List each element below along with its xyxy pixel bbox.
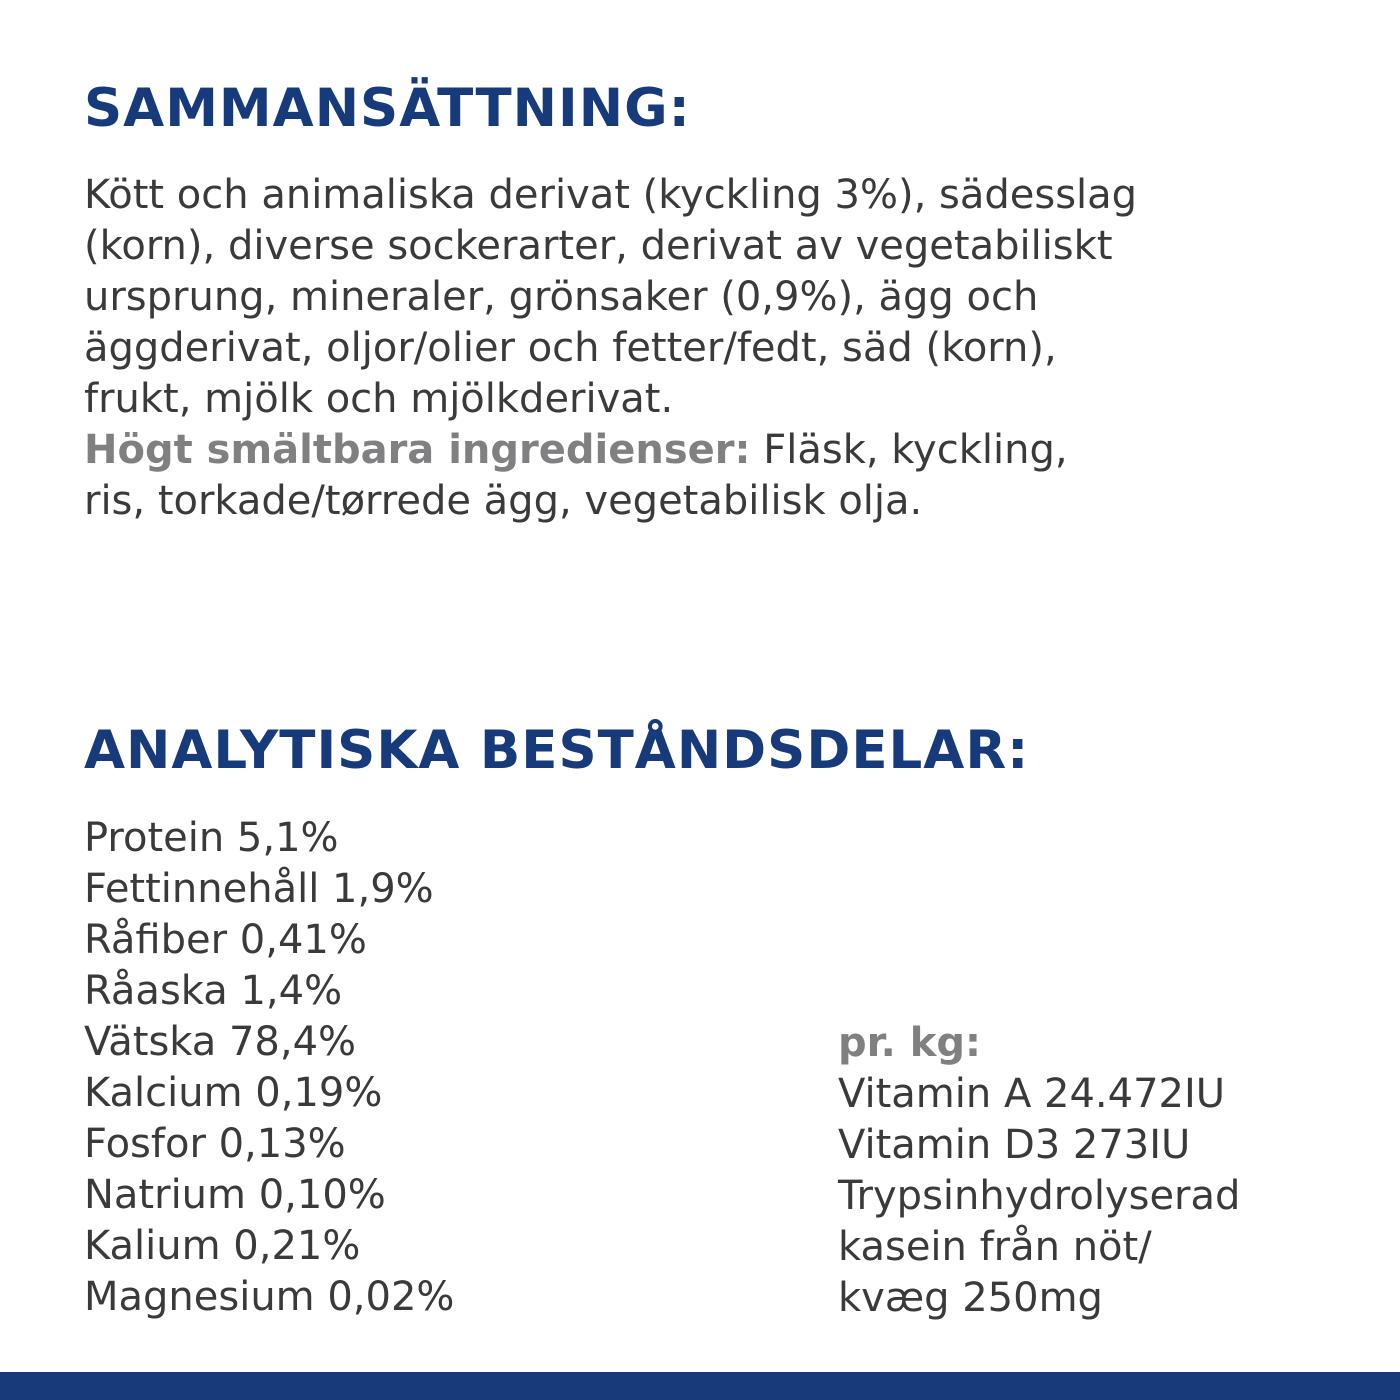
composition-line: (korn), diverse sockerarter, derivat av vegetabiliskt [84,223,1113,269]
list-item: Trypsinhydrolyserad [838,1173,1241,1219]
list-item: kasein från nöt/ [838,1224,1152,1270]
list-item: kvæg 250mg [838,1275,1103,1321]
composition-line: äggderivat, oljor/olier och fetter/fedt, säd (korn), [84,325,1057,371]
analytical-heading: ANALYTISKA BESTÅNDSDELAR: [84,720,1030,781]
list-item: Vitamin A 24.472IU [838,1071,1226,1117]
list-item: Råaska 1,4% [84,968,343,1014]
bottom-accent-bar [0,1372,1400,1400]
list-item: Protein 5,1% [84,815,339,861]
composition-heading: SAMMANSÄTTNING: [84,78,691,139]
list-item: Magnesium 0,02% [84,1274,455,1320]
per-kg-list [838,1018,1240,1324]
composition-line: Kött och animaliska derivat (kyckling 3%), sädesslag [84,172,1138,218]
digestible-ingredients-text: Fläsk, kyckling, [750,427,1068,473]
list-item: Kalium 0,21% [84,1223,361,1269]
list-item: Natrium 0,10% [84,1172,386,1218]
list-item: Fosfor 0,13% [84,1121,346,1167]
list-item: Råfiber 0,41% [84,917,367,963]
list-item: Kalcium 0,19% [84,1070,383,1116]
list-item: Fettinnehåll 1,9% [84,866,434,912]
composition-line: ursprung, mineraler, grönsaker (0,9%), ägg och [84,274,1039,320]
digestible-ingredients-label: Högt smältbara ingredienser: [84,427,751,473]
analytical-constituents-list [84,813,454,1323]
list-item: Vitamin D3 273IU [838,1122,1191,1168]
composition-line: frukt, mjölk och mjölkderivat. [84,376,674,422]
per-kg-label: pr. kg: [838,1020,982,1066]
digestible-ingredients-text: ris, torkade/tørrede ägg, vegetabilisk olja. [84,478,923,524]
list-item: Vätska 78,4% [84,1019,357,1065]
composition-text [84,170,1374,527]
